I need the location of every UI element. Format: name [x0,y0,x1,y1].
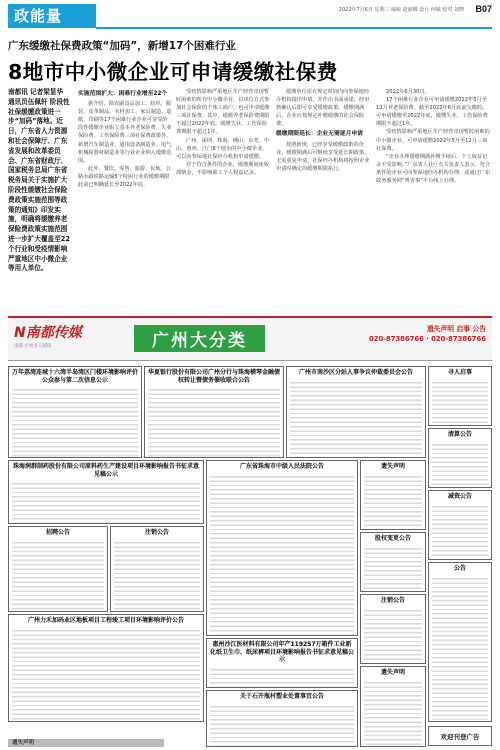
notice-box [206,638,358,688]
notice-body [290,379,422,459]
ad-phone: 020-87386766 · 020-87386766 [368,335,486,343]
notice-title: 遗失声明 [380,463,405,470]
notice-title: 注销公告 [380,597,405,604]
header-rule [96,27,492,29]
notice-title: 招聘公告 [45,529,70,536]
notice-body [114,539,200,613]
dateline: 2022年7月6日 星期三 编辑 赵丽娜 设计 何敏 校对 刘晓 [338,7,464,13]
notice-title: 万年荔湾连城十六湾半岛湾区门楼环境影响评价公众参与第二次信息公示 [12,369,139,384]
notice-title: 广东省珠海市中级人民法院公告 [239,463,324,470]
notice-body [12,480,200,524]
notice-box [360,532,426,592]
column-subhead: 缓缴期限延长：企业无需逐月申请 [276,131,363,138]
section-banner: 政能量 [8,4,96,28]
notice-body [364,545,422,593]
article-lead: 南都讯 记者梁显华 通讯员伍佩轩 阶段性社保缓缴政策进一步“加码”落地。近日，广东省人力资源和社会保障厅、广东省发展和改革委员会、广东省财政厅、国家税务总局广东省税务局关于实施扩大阶段性缓缴社会保险费政策实施范围等政策的通知》印发实施，明确将缓缴养老保险费政策实施范围进一步扩大覆盖至22个行业和受疫情影响严重地区中小微企业等用人单位。 [8,88,70,273]
notice-body [12,386,138,458]
notice-title: 寻人启事 [447,369,472,376]
notice-title: 清算公告 [447,431,472,438]
notice-box [428,490,492,560]
notice-title: 华夏银行股份有限公司广州分行与珠海横琴金融债权转让暨债务催收联合公告 [148,369,281,384]
notice-body [364,607,422,665]
article-column-4 [376,88,492,308]
notice-body [432,503,488,561]
notice-title: 惠州沙江医材料有限公司年产119257万箱件工业新化纸卫生巾、纸尿裤项目环境影响报告书征求意见稿公示 [210,641,355,663]
notice-box [428,562,492,722]
paragraph: 据介绍，除农副食品加工、纺织、服装、皮革制品、木材加工、家具制造、造纸、印刷等17个困难行业企业可享受阶段性缓缴企业职工基本养老保险费、失业保险费、工伤保险费三项社保费政策外，新增汽车制造业、通用设备制造业、电气机械和器材制造业等行业企业纳入缓缴范围。 [78,101,172,164]
paragraph: 按照新规，已经享受缓缴政策的企业，缓缴期满后可继续享受延长期政策，无需重复申请，社保经办机构将按照企业申请时确定的缓缴期限执行。 [276,141,370,172]
notice-body [432,379,488,427]
notice-box [206,690,358,747]
notice-box [8,366,142,458]
classified-title: 广州大分类 [134,325,265,352]
ad-contact [369,324,486,344]
page-number: B07 [475,4,492,14]
paragraph: 2022年6月30日。 [386,89,430,95]
footer-notice-strip: 遗失声明 [8,739,164,747]
paragraph: 受疫情影响严重地区生产经营出现暂时困难的中小微企业，可申请缓缴2022年5月至12月三项社保费。 [376,129,490,152]
notice-box [360,594,426,664]
notice-box [206,460,358,636]
notice-body [432,575,488,723]
paragraph: 缓缴单位需在规定时间内向参保地经办机构提出申请，并作出书面承诺，经审核确认后即可享受缓缴政策。缓缴期满后，企业应按规定补缴缓缴的社会保险费。 [276,89,370,128]
notice-box [8,614,204,722]
paragraph: 此外，餐饮、零售、旅游、民航、公路水路铁路运输5个特困行业的缓缴期限此前已明确延长至2022年底。 [78,165,172,189]
notice-body [432,441,488,489]
classified-banner [8,316,492,361]
notice-body [210,703,354,748]
notice-box [360,666,426,747]
brand-logo: N南都传媒 [14,325,82,341]
notice-box [110,526,204,612]
notice-title: 广州力禾加码业区地板项目工程竣工项目环境影响评价公告 [27,617,184,624]
notice-box [8,460,204,524]
notice-title: 公告 [453,565,466,572]
advertise-welcome: 欢迎刊登广告 [428,726,492,746]
notice-box [428,366,492,426]
brand-slogan: 南都·让更多人阅读 [14,344,52,349]
notice-box [428,428,492,488]
notice-title: 减资公告 [447,493,472,500]
article-headline: 8地市中小微企业可申请缓缴社保费 [8,60,338,84]
paragraph: 对于符合条件的企业，缓缴期间免收滞纳金，不影响职工个人权益记录。 [176,161,270,176]
notice-body [12,627,200,723]
notice-body [364,679,422,748]
notice-box [286,366,426,458]
notice-title: 关于石开瓶村塑业处置事宜公告 [239,693,324,700]
notice-body [364,473,422,531]
article-column-1 [78,88,172,308]
notice-body [12,539,104,613]
article-subtitle: 广东缓缴社保费政策“加码”，新增17个困难行业 [8,40,236,52]
notice-title: 广州市南沙区分站人事争议仲裁委员会公告 [298,369,413,376]
notice-box [144,366,284,458]
paragraph: “企业办理缓缴期满补缴手续后，个人权益记录不受影响。”广东省人社厅有关负责人表示，符合条件的企业可向参保地经办机构办理，或通过广东政务服务网“粤省事”平台线上办理。 [376,153,491,185]
paragraph: 广州、深圳、珠海、佛山、东莞、中山、惠州、江门8个地市的中小微企业，可以向参保地社保经办机构申请缓缴。 [176,137,270,160]
notice-box [8,526,108,612]
notice-title: 股权变更公告 [374,535,411,542]
notice-title: 遗失声明 [380,669,405,676]
notice-body [148,386,280,458]
paragraph: 17个困难行业企业可申请缓缴2022年5月至12月养老保险费，截至2022年6月底前欠缴的，可申请缓缴至2022年底，缓缴失业、工伤保险费期限不超过1年。 [376,97,488,128]
column-subhead: 实施范围扩大：困难行业增至22个 [78,91,168,97]
ad-services: 遗失声明 启事 公告 [426,325,486,333]
notice-box [360,460,426,530]
notice-title: 注销公告 [144,529,169,536]
notice-title: 珠海润群制药股份有限公司原料药生产建设项目环境影响报告书征求意见稿公示 [12,463,199,478]
article-column-3 [276,88,372,308]
notice-body [210,473,354,637]
article-column-2 [176,88,272,308]
paragraph: 受疫情影响严重地区生产经营出现暂时困难的所有中小微企业、以单位方式参加社会保险的个体工商户，也可申请缓缴三项社保费。其中，缓缴养老保险费期限不超过2022年底，缓缴失业、工伤保险费期限不超过1年。 [176,89,270,136]
notice-body [210,666,354,689]
